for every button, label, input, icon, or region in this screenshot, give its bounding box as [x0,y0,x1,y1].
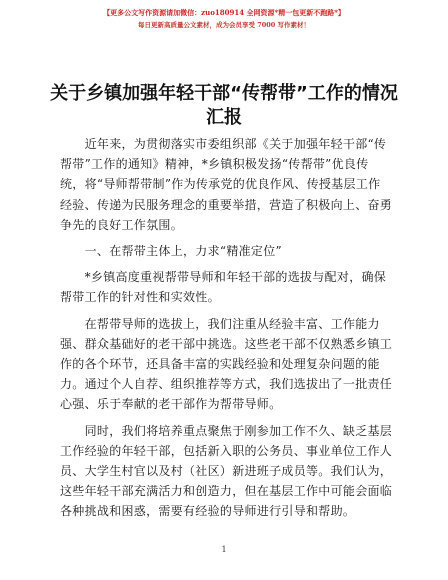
text-line: 近年来，为贯彻落实市委组织部《关于加强年轻干部“传 [60,137,387,151]
text-line: 一、在帮带主体上，力求“精准定位” [60,244,282,259]
page-number: 1 [221,545,227,554]
document-title-line: 汇报 [206,107,242,128]
document-title-line: 关于乡镇加强年轻干部“传帮带”工作的情况 [50,83,398,104]
text-line: 帮带工作的针对性和实效性。 [60,290,220,305]
text-line: 统，将“导师帮带制”作为传承党的优良作风、传授基层工作 [60,177,381,192]
paragraph [60,314,394,415]
text-line: 争先的良好工作氛围。 [60,217,184,232]
text-line: 员、大学生村官以及村（社区）新进班子成员等。我们认为， [60,464,393,479]
text-line: 心强、乐于奉献的老干部作为帮带导师。 [60,397,282,412]
text-line: 在帮带导师的选拔上，我们注重从经验丰富、工作能力 [60,316,380,331]
text-line: 这些年轻干部充满活力和创造力，但在基层工作中可能会面临 [60,484,393,499]
paragraph [60,134,394,235]
promo-banner-line-1: 【更多公文写作资源请加微信：zuo180914 全网资源*精一包更新不跑路*】 [103,8,345,17]
text-line: 作的各个环节，还具备丰富的实践经验和处理复杂问题的能 [60,357,380,372]
document-title [40,82,408,130]
paragraph [60,267,394,307]
promo-banner [0,6,448,32]
text-line: 帮带”工作的通知》精神，*乡镇积极发扬“传帮带”优良传 [60,157,369,172]
text-line: 工作经验的年轻干部，包括新入职的公务员、事业单位工作人 [60,443,393,458]
document-body [60,134,394,528]
text-line: 各种挑战和困惑，需要有经验的导师进行引导和帮助。 [60,504,356,519]
promo-banner-line-2: 每日更新高质量公文素材，成为会员享受 7000 写作素材！ [137,21,311,29]
paragraph [60,421,394,522]
text-line: 力。通过个人自荐、组织推荐等方式，我们选拔出了一批责任 [60,377,393,392]
text-line: 强、群众基础好的老干部中挑选。这些老干部不仅熟悉乡镇工 [60,336,393,351]
text-line: 同时，我们将培养重点聚焦于刚参加工作不久、缺乏基层 [60,423,393,438]
text-line: 经验、传递为民服务理念的重要举措，营造了积极向上、奋勇 [60,197,393,212]
text-line: *乡镇高度重视帮带导师和年轻干部的选拔与配对，确保 [60,270,387,285]
section-heading [60,241,394,261]
